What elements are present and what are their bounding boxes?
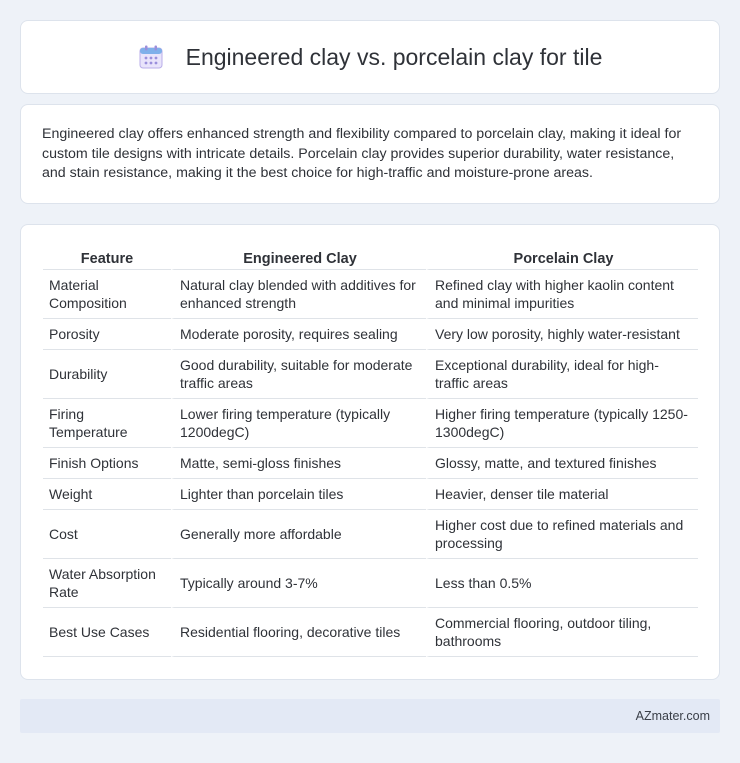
engineered-cell: Lighter than porcelain tiles	[171, 479, 426, 510]
porcelain-cell: Higher firing temperature (typically 1250-1300degC)	[426, 399, 698, 448]
table-header-row	[43, 245, 698, 270]
engineered-cell: Residential flooring, decorative tiles	[171, 608, 426, 657]
porcelain-cell: Refined clay with higher kaolin content and minimal impurities	[426, 270, 698, 319]
porcelain-cell: Commercial flooring, outdoor tiling, bathrooms	[426, 608, 698, 657]
table-row	[43, 559, 698, 608]
header-porcelain-clay: Porcelain Clay	[426, 245, 698, 270]
calendar-icon	[138, 44, 164, 70]
title-card	[20, 20, 720, 94]
engineered-cell: Typically around 3-7%	[171, 559, 426, 608]
feature-cell: Material Composition	[43, 270, 171, 319]
summary-card	[20, 104, 720, 204]
feature-cell: Weight	[43, 479, 171, 510]
porcelain-cell: Glossy, matte, and textured finishes	[426, 448, 698, 479]
table-row	[43, 270, 698, 319]
porcelain-cell: Very low porosity, highly water-resistant	[426, 319, 698, 350]
feature-cell: Porosity	[43, 319, 171, 350]
porcelain-cell: Less than 0.5%	[426, 559, 698, 608]
footer-brand: AZmater.com	[635, 709, 710, 723]
engineered-cell: Generally more affordable	[171, 510, 426, 559]
feature-cell: Finish Options	[43, 448, 171, 479]
table-row	[43, 319, 698, 350]
engineered-cell: Moderate porosity, requires sealing	[171, 319, 426, 350]
feature-cell: Best Use Cases	[43, 608, 171, 657]
header-engineered-clay: Engineered Clay	[171, 245, 426, 270]
table-row	[43, 399, 698, 448]
comparison-table	[43, 245, 698, 657]
table-row	[43, 448, 698, 479]
porcelain-cell: Heavier, denser tile material	[426, 479, 698, 510]
engineered-cell: Lower firing temperature (typically 1200degC)	[171, 399, 426, 448]
header-feature: Feature	[43, 245, 171, 270]
comparison-table-card	[20, 224, 720, 680]
feature-cell: Durability	[43, 350, 171, 399]
engineered-cell: Matte, semi-gloss finishes	[171, 448, 426, 479]
table-row	[43, 350, 698, 399]
porcelain-cell: Higher cost due to refined materials and processing	[426, 510, 698, 559]
engineered-cell: Natural clay blended with additives for enhanced strength	[171, 270, 426, 319]
page-title: Engineered clay vs. porcelain clay for tile	[185, 43, 603, 70]
table-row	[43, 510, 698, 559]
engineered-cell: Good durability, suitable for moderate traffic areas	[171, 350, 426, 399]
footer	[20, 699, 720, 733]
feature-cell: Firing Temperature	[43, 399, 171, 448]
feature-cell: Water Absorption Rate	[43, 559, 171, 608]
porcelain-cell: Exceptional durability, ideal for high-traffic areas	[426, 350, 698, 399]
table-row	[43, 608, 698, 657]
feature-cell: Cost	[43, 510, 171, 559]
table-row	[43, 479, 698, 510]
summary-text: Engineered clay offers enhanced strength and flexibility compared to porcelain clay, making it ideal for custom tile designs with intricate details. Porcelain clay provides superior durability, water resistance, and stain resistance, making it the best choice for high-traffic and moisture-prone areas.	[42, 126, 682, 181]
